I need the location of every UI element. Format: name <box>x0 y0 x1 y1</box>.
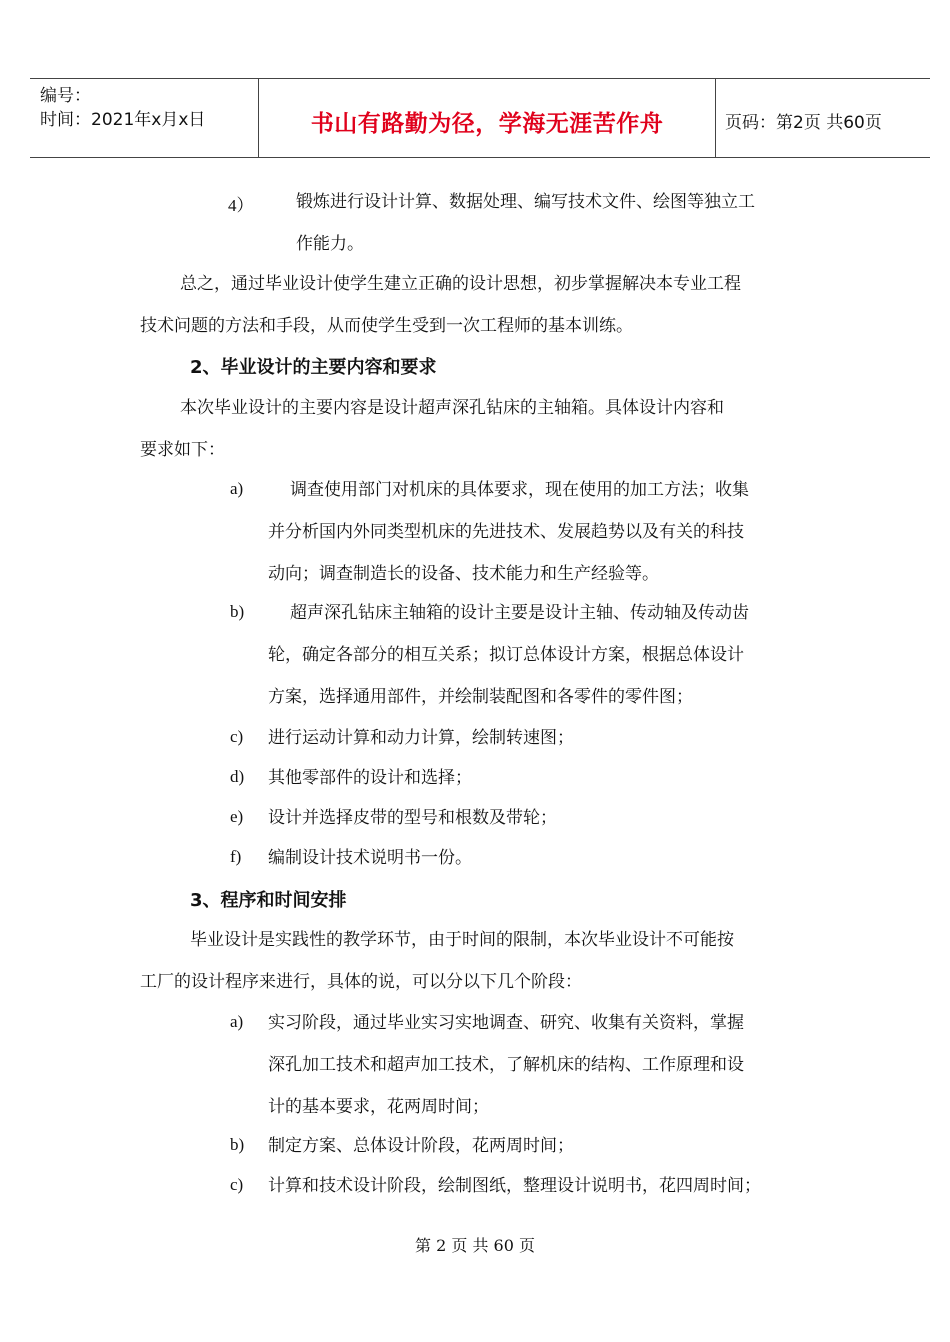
page-footer: 第 2 页 共 60 页 <box>415 1236 535 1255</box>
page-label: 页码：第2页 共60页 <box>725 113 882 133</box>
time-label: 时间：2021年x月x日 <box>40 110 206 130</box>
list-item-text: 锻炼进行设计计算、数据处理、编写技术文件、绘图等独立工 <box>296 192 755 212</box>
list-item-text: 设计并选择皮带的型号和根数及带轮； <box>268 808 557 828</box>
list-marker: f) <box>230 847 242 866</box>
header-motto-cell <box>258 79 716 157</box>
paragraph-line: 技术问题的方法和手段，从而使学生受到一次工程师的基本训练。 <box>140 316 633 336</box>
section-heading: 2、毕业设计的主要内容和要求 <box>190 357 437 378</box>
list-marker: 4） <box>228 196 254 215</box>
list-item-text: 计的基本要求，花两周时间； <box>268 1097 489 1117</box>
list-item-text: 并分析国内外同类型机床的先进技术、发展趋势以及有关的科技 <box>268 522 744 542</box>
paragraph-line: 工厂的设计程序来进行，具体的说，可以分以下几个阶段： <box>140 972 582 992</box>
page-header <box>30 78 930 158</box>
header-page-cell <box>715 79 930 157</box>
list-item-text: 轮，确定各部分的相互关系；拟订总体设计方案，根据总体设计 <box>268 645 744 665</box>
paragraph-line: 要求如下： <box>140 440 225 460</box>
list-item-text: 动向；调查制造长的设备、技术能力和生产经验等。 <box>268 564 659 584</box>
paragraph-line: 总之，通过毕业设计使学生建立正确的设计思想，初步掌握解决本专业工程 <box>180 274 741 294</box>
header-meta-cell <box>30 79 258 157</box>
list-item-text: 实习阶段，通过毕业实习实地调查、研究、收集有关资料，掌握 <box>268 1013 744 1033</box>
list-marker: c) <box>230 727 244 746</box>
list-marker: b) <box>230 1135 245 1154</box>
list-marker: a) <box>230 479 244 498</box>
number-label: 编号： <box>40 86 91 106</box>
list-item-text: 编制设计技术说明书一份。 <box>268 848 472 868</box>
list-item-text: 作能力。 <box>296 234 364 254</box>
paragraph-line: 本次毕业设计的主要内容是设计超声深孔钻床的主轴箱。具体设计内容和 <box>180 398 724 418</box>
motto: 书山有路勤为径，学海无涯苦作舟 <box>310 111 664 137</box>
paragraph-line: 毕业设计是实践性的教学环节，由于时间的限制，本次毕业设计不可能按 <box>190 930 734 950</box>
list-item-text: 其他零部件的设计和选择； <box>268 768 472 788</box>
list-marker: c) <box>230 1175 244 1194</box>
list-item-text: 超声深孔钻床主轴箱的设计主要是设计主轴、传动轴及传动齿 <box>290 603 749 623</box>
list-marker: b) <box>230 602 245 621</box>
list-marker: e) <box>230 807 244 826</box>
list-item-text: 方案，选择通用部件，并绘制装配图和各零件的零件图； <box>268 687 693 707</box>
list-item-text: 制定方案、总体设计阶段，花两周时间； <box>268 1136 574 1156</box>
section-heading: 3、程序和时间安排 <box>190 890 347 911</box>
list-marker: d) <box>230 767 245 786</box>
list-item-text: 计算和技术设计阶段，绘制图纸，整理设计说明书，花四周时间； <box>268 1176 761 1196</box>
list-item-text: 深孔加工技术和超声加工技术，了解机床的结构、工作原理和设 <box>268 1055 744 1075</box>
list-marker: a) <box>230 1012 244 1031</box>
list-item-text: 进行运动计算和动力计算，绘制转速图； <box>268 728 574 748</box>
list-item-text: 调查使用部门对机床的具体要求，现在使用的加工方法；收集 <box>290 480 749 500</box>
